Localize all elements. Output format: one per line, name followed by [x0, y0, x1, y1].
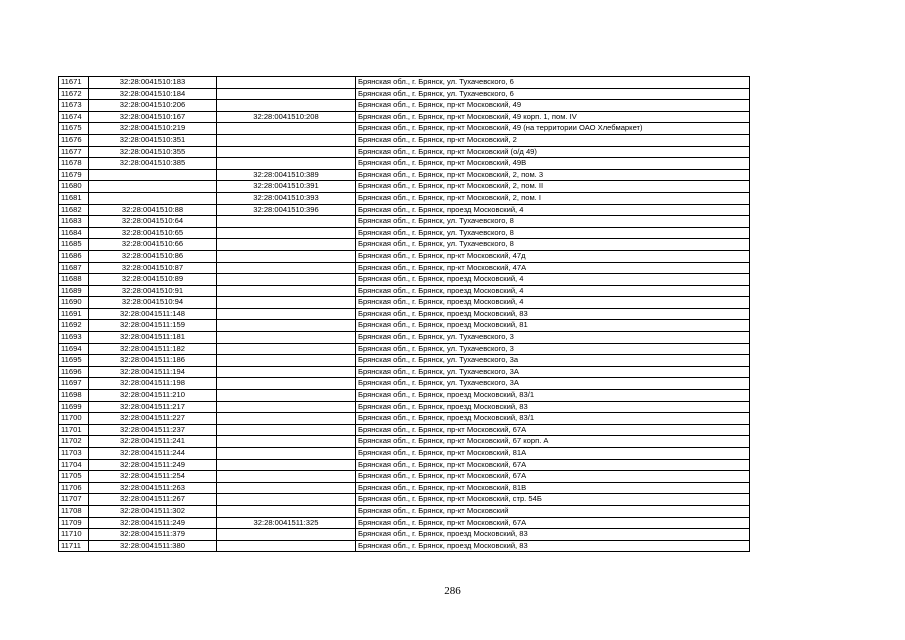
cadastral-number-cell: 32:28:0041511:217 [89, 401, 217, 413]
row-number-cell: 11696 [59, 366, 89, 378]
address-cell: Брянская обл., г. Брянск, пр-кт Московский, 67А [356, 517, 750, 529]
related-cadastral-number-cell [217, 262, 356, 274]
table-row [59, 355, 750, 367]
cadastral-number-cell: 32:28:0041510:219 [89, 123, 217, 135]
table-row [59, 424, 750, 436]
row-number-cell: 11702 [59, 436, 89, 448]
address-cell: Брянская обл., г. Брянск, пр-кт Московский, 2, пом. 3 [356, 169, 750, 181]
row-number-cell: 11679 [59, 169, 89, 181]
address-cell: Брянская обл., г. Брянск, пр-кт Московский, 47А [356, 262, 750, 274]
table-row [59, 332, 750, 344]
row-number-cell: 11694 [59, 343, 89, 355]
row-number-cell: 11672 [59, 88, 89, 100]
address-cell: Брянская обл., г. Брянск, пр-кт Московский, стр. 54Б [356, 494, 750, 506]
cadastral-number-cell: 32:28:0041511:198 [89, 378, 217, 390]
address-cell: Брянская обл., г. Брянск, проезд Московский, 83 [356, 308, 750, 320]
row-number-cell: 11704 [59, 459, 89, 471]
table-row [59, 390, 750, 402]
related-cadastral-number-cell [217, 390, 356, 402]
related-cadastral-number-cell [217, 459, 356, 471]
cadastral-number-cell: 32:28:0041510:385 [89, 158, 217, 170]
row-number-cell: 11671 [59, 77, 89, 89]
related-cadastral-number-cell [217, 505, 356, 517]
address-cell: Брянская обл., г. Брянск, пр-кт Московский, 81А [356, 448, 750, 460]
cadastral-number-cell: 32:28:0041511:159 [89, 320, 217, 332]
row-number-cell: 11674 [59, 111, 89, 123]
cadastral-number-cell: 32:28:0041511:263 [89, 482, 217, 494]
address-cell: Брянская обл., г. Брянск, ул. Тухачевского, 3 [356, 343, 750, 355]
table-row [59, 250, 750, 262]
cadastral-number-cell: 32:28:0041510:351 [89, 134, 217, 146]
table-row [59, 343, 750, 355]
row-number-cell: 11703 [59, 448, 89, 460]
row-number-cell: 11676 [59, 134, 89, 146]
table-row [59, 100, 750, 112]
address-cell: Брянская обл., г. Брянск, пр-кт Московский, 47д [356, 250, 750, 262]
cadastral-number-cell: 32:28:0041511:267 [89, 494, 217, 506]
table-row [59, 146, 750, 158]
cadastral-number-cell: 32:28:0041511:210 [89, 390, 217, 402]
related-cadastral-number-cell [217, 134, 356, 146]
related-cadastral-number-cell [217, 494, 356, 506]
table-row [59, 123, 750, 135]
cadastral-number-cell [89, 181, 217, 193]
related-cadastral-number-cell [217, 274, 356, 286]
table-row [59, 505, 750, 517]
table-row [59, 77, 750, 89]
cadastral-number-cell: 32:28:0041511:379 [89, 529, 217, 541]
table-row [59, 529, 750, 541]
cadastral-number-cell: 32:28:0041511:182 [89, 343, 217, 355]
address-cell: Брянская обл., г. Брянск, пр-кт Московский [356, 505, 750, 517]
address-cell: Брянская обл., г. Брянск, проезд Московский, 83 [356, 401, 750, 413]
row-number-cell: 11683 [59, 216, 89, 228]
cadastral-number-cell: 32:28:0041510:87 [89, 262, 217, 274]
address-cell: Брянская обл., г. Брянск, проезд Московский, 83/1 [356, 413, 750, 425]
cadastral-number-cell: 32:28:0041511:254 [89, 471, 217, 483]
related-cadastral-number-cell [217, 378, 356, 390]
cadastral-number-cell: 32:28:0041510:66 [89, 239, 217, 251]
table-row [59, 227, 750, 239]
address-cell: Брянская обл., г. Брянск, пр-кт Московский, 49 (на территории ОАО Хлебмаркет) [356, 123, 750, 135]
related-cadastral-number-cell [217, 285, 356, 297]
related-cadastral-number-cell [217, 471, 356, 483]
row-number-cell: 11701 [59, 424, 89, 436]
row-number-cell: 11692 [59, 320, 89, 332]
row-number-cell: 11711 [59, 540, 89, 552]
table-row [59, 448, 750, 460]
address-cell: Брянская обл., г. Брянск, пр-кт Московский, 2 [356, 134, 750, 146]
table-row [59, 494, 750, 506]
address-cell: Брянская обл., г. Брянск, проезд Московский, 4 [356, 297, 750, 309]
table-row [59, 285, 750, 297]
cadastral-number-cell: 32:28:0041510:183 [89, 77, 217, 89]
related-cadastral-number-cell [217, 401, 356, 413]
address-cell: Брянская обл., г. Брянск, проезд Московский, 83 [356, 529, 750, 541]
table-row [59, 540, 750, 552]
row-number-cell: 11690 [59, 297, 89, 309]
address-cell: Брянская обл., г. Брянск, ул. Тухачевского, 3А [356, 378, 750, 390]
related-cadastral-number-cell [217, 540, 356, 552]
related-cadastral-number-cell [217, 413, 356, 425]
address-cell: Брянская обл., г. Брянск, ул. Тухачевского, 6 [356, 88, 750, 100]
row-number-cell: 11682 [59, 204, 89, 216]
table-row [59, 181, 750, 193]
address-cell: Брянская обл., г. Брянск, пр-кт Московский, 2, пом. II [356, 181, 750, 193]
page-number: 286 [444, 585, 461, 597]
related-cadastral-number-cell [217, 320, 356, 332]
address-cell: Брянская обл., г. Брянск, проезд Московский, 83 [356, 540, 750, 552]
table-row [59, 517, 750, 529]
row-number-cell: 11681 [59, 192, 89, 204]
table-row [59, 134, 750, 146]
address-cell: Брянская обл., г. Брянск, пр-кт Московский, 49В [356, 158, 750, 170]
cadastral-number-cell: 32:28:0041510:65 [89, 227, 217, 239]
related-cadastral-number-cell: 32:28:0041510:389 [217, 169, 356, 181]
related-cadastral-number-cell [217, 146, 356, 158]
cadastral-number-cell: 32:28:0041511:241 [89, 436, 217, 448]
address-cell: Брянская обл., г. Брянск, пр-кт Московский, 49 корп. 1, пом. IV [356, 111, 750, 123]
cadastral-number-cell: 32:28:0041511:244 [89, 448, 217, 460]
cadastral-number-cell: 32:28:0041511:148 [89, 308, 217, 320]
cadastral-number-cell: 32:28:0041510:184 [89, 88, 217, 100]
address-cell: Брянская обл., г. Брянск, ул. Тухачевского, 8 [356, 216, 750, 228]
table-row [59, 482, 750, 494]
related-cadastral-number-cell: 32:28:0041510:208 [217, 111, 356, 123]
cadastral-number-cell: 32:28:0041510:206 [89, 100, 217, 112]
cadastral-number-cell: 32:28:0041510:88 [89, 204, 217, 216]
row-number-cell: 11680 [59, 181, 89, 193]
address-cell: Брянская обл., г. Брянск, ул. Тухачевского, 8 [356, 239, 750, 251]
cadastral-number-cell: 32:28:0041511:227 [89, 413, 217, 425]
address-cell: Брянская обл., г. Брянск, проезд Московский, 4 [356, 204, 750, 216]
table-row [59, 459, 750, 471]
address-cell: Брянская обл., г. Брянск, пр-кт Московский, 67А [356, 424, 750, 436]
cadastral-table [58, 76, 750, 552]
row-number-cell: 11689 [59, 285, 89, 297]
table-row [59, 216, 750, 228]
cadastral-number-cell: 32:28:0041510:91 [89, 285, 217, 297]
cadastral-number-cell [89, 192, 217, 204]
address-cell: Брянская обл., г. Брянск, пр-кт Московский, 67А [356, 471, 750, 483]
address-cell: Брянская обл., г. Брянск, пр-кт Московский, 49 [356, 100, 750, 112]
cadastral-number-cell: 32:28:0041510:167 [89, 111, 217, 123]
address-cell: Брянская обл., г. Брянск, пр-кт Московский, 2, пом. I [356, 192, 750, 204]
cadastral-number-cell [89, 169, 217, 181]
related-cadastral-number-cell [217, 424, 356, 436]
related-cadastral-number-cell [217, 355, 356, 367]
row-number-cell: 11709 [59, 517, 89, 529]
cadastral-number-cell: 32:28:0041511:249 [89, 517, 217, 529]
row-number-cell: 11675 [59, 123, 89, 135]
cadastral-number-cell: 32:28:0041511:237 [89, 424, 217, 436]
row-number-cell: 11705 [59, 471, 89, 483]
row-number-cell: 11706 [59, 482, 89, 494]
row-number-cell: 11685 [59, 239, 89, 251]
table-row [59, 308, 750, 320]
table-row [59, 111, 750, 123]
table-row [59, 158, 750, 170]
related-cadastral-number-cell [217, 366, 356, 378]
table-row [59, 297, 750, 309]
related-cadastral-number-cell [217, 77, 356, 89]
address-cell: Брянская обл., г. Брянск, ул. Тухачевского, 6 [356, 77, 750, 89]
address-cell: Брянская обл., г. Брянск, пр-кт Московский (о/д 49) [356, 146, 750, 158]
related-cadastral-number-cell [217, 448, 356, 460]
table-row [59, 192, 750, 204]
related-cadastral-number-cell [217, 482, 356, 494]
related-cadastral-number-cell [217, 158, 356, 170]
table-row [59, 366, 750, 378]
table-row [59, 274, 750, 286]
address-cell: Брянская обл., г. Брянск, проезд Московский, 83/1 [356, 390, 750, 402]
related-cadastral-number-cell [217, 343, 356, 355]
row-number-cell: 11693 [59, 332, 89, 344]
related-cadastral-number-cell [217, 308, 356, 320]
table-row [59, 471, 750, 483]
table-row [59, 436, 750, 448]
address-cell: Брянская обл., г. Брянск, ул. Тухачевского, 3А [356, 366, 750, 378]
address-cell: Брянская обл., г. Брянск, ул. Тухачевского, 8 [356, 227, 750, 239]
related-cadastral-number-cell [217, 123, 356, 135]
row-number-cell: 11688 [59, 274, 89, 286]
row-number-cell: 11684 [59, 227, 89, 239]
cadastral-number-cell: 32:28:0041510:86 [89, 250, 217, 262]
related-cadastral-number-cell: 32:28:0041510:393 [217, 192, 356, 204]
address-cell: Брянская обл., г. Брянск, ул. Тухачевского, 3а [356, 355, 750, 367]
row-number-cell: 11687 [59, 262, 89, 274]
row-number-cell: 11691 [59, 308, 89, 320]
cadastral-number-cell: 32:28:0041511:302 [89, 505, 217, 517]
row-number-cell: 11698 [59, 390, 89, 402]
related-cadastral-number-cell [217, 436, 356, 448]
cadastral-number-cell: 32:28:0041510:89 [89, 274, 217, 286]
address-cell: Брянская обл., г. Брянск, проезд Московский, 4 [356, 274, 750, 286]
address-cell: Брянская обл., г. Брянск, пр-кт Московский, 67А [356, 459, 750, 471]
table-row [59, 262, 750, 274]
table-row [59, 320, 750, 332]
address-cell: Брянская обл., г. Брянск, пр-кт Московский, 81В [356, 482, 750, 494]
related-cadastral-number-cell [217, 227, 356, 239]
row-number-cell: 11708 [59, 505, 89, 517]
cadastral-number-cell: 32:28:0041510:94 [89, 297, 217, 309]
address-cell: Брянская обл., г. Брянск, ул. Тухачевского, 3 [356, 332, 750, 344]
address-cell: Брянская обл., г. Брянск, проезд Московский, 4 [356, 285, 750, 297]
address-cell: Брянская обл., г. Брянск, пр-кт Московский, 67 корп. А [356, 436, 750, 448]
table-row [59, 401, 750, 413]
table-row [59, 169, 750, 181]
related-cadastral-number-cell [217, 100, 356, 112]
related-cadastral-number-cell [217, 239, 356, 251]
cadastral-number-cell: 32:28:0041511:194 [89, 366, 217, 378]
row-number-cell: 11686 [59, 250, 89, 262]
cadastral-number-cell: 32:28:0041511:186 [89, 355, 217, 367]
table-row [59, 413, 750, 425]
cadastral-number-cell: 32:28:0041511:249 [89, 459, 217, 471]
related-cadastral-number-cell [217, 332, 356, 344]
row-number-cell: 11695 [59, 355, 89, 367]
row-number-cell: 11710 [59, 529, 89, 541]
related-cadastral-number-cell [217, 88, 356, 100]
row-number-cell: 11697 [59, 378, 89, 390]
cadastral-number-cell: 32:28:0041511:380 [89, 540, 217, 552]
cadastral-table-body [59, 77, 750, 552]
related-cadastral-number-cell [217, 297, 356, 309]
related-cadastral-number-cell [217, 250, 356, 262]
related-cadastral-number-cell: 32:28:0041511:325 [217, 517, 356, 529]
table-row [59, 204, 750, 216]
related-cadastral-number-cell: 32:28:0041510:391 [217, 181, 356, 193]
related-cadastral-number-cell [217, 216, 356, 228]
table-row [59, 88, 750, 100]
cadastral-number-cell: 32:28:0041510:64 [89, 216, 217, 228]
related-cadastral-number-cell: 32:28:0041510:396 [217, 204, 356, 216]
row-number-cell: 11699 [59, 401, 89, 413]
row-number-cell: 11700 [59, 413, 89, 425]
row-number-cell: 11707 [59, 494, 89, 506]
cadastral-number-cell: 32:28:0041511:181 [89, 332, 217, 344]
row-number-cell: 11678 [59, 158, 89, 170]
table-row [59, 378, 750, 390]
table-row [59, 239, 750, 251]
row-number-cell: 11673 [59, 100, 89, 112]
related-cadastral-number-cell [217, 529, 356, 541]
row-number-cell: 11677 [59, 146, 89, 158]
address-cell: Брянская обл., г. Брянск, проезд Московский, 81 [356, 320, 750, 332]
cadastral-number-cell: 32:28:0041510:355 [89, 146, 217, 158]
